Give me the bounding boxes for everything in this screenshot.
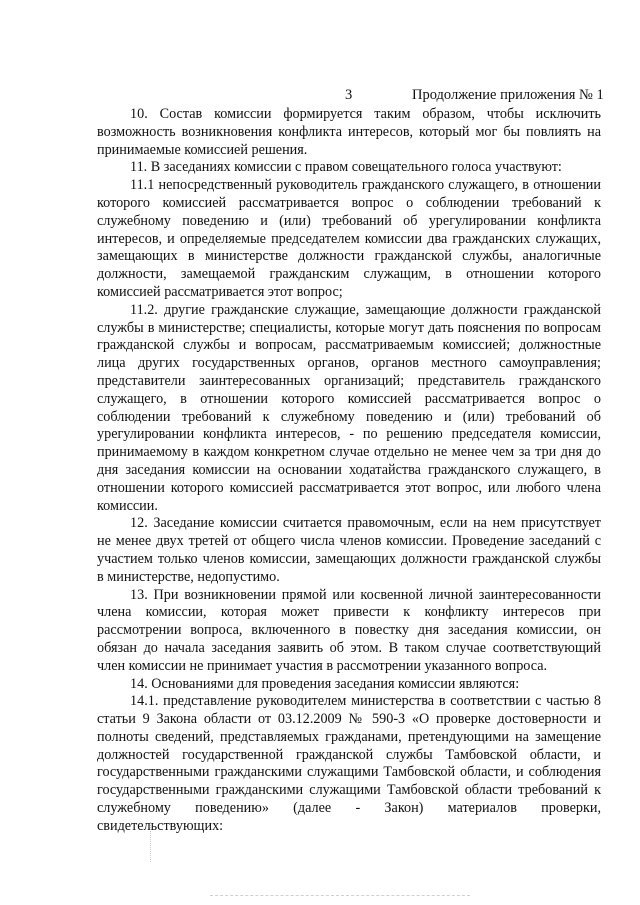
scan-artifact-line bbox=[210, 895, 470, 897]
scan-artifact-mark bbox=[150, 822, 153, 862]
paragraph-12: 12. Заседание комиссии считается правомочным, если на нем присутствует не менее двух третей от общего числа членов комиссии. Проведение заседаний с участием только членов комиссии, замещающих должности гражданской службы в министерстве, недопустимо. bbox=[97, 515, 601, 585]
page-header bbox=[0, 87, 640, 105]
appendix-continuation-note: Продолжение приложения № 1 bbox=[412, 87, 604, 103]
paragraph-11-1: 11.1 непосредственный руководитель гражданского служащего, в отношении которого комиссией рассматривается вопрос о соблюдении требований к служебному поведению и (или) требований об урегулировании конфликта интересов, и определяемые председателем комиссии два гражданских служащих, замещающих в министерстве должности гражданской службы, аналогичные должности, замещаемой гражданским служащим, в отношении которого комиссией рассматривается этот вопрос; bbox=[97, 177, 601, 300]
paragraph-13: 13. При возникновении прямой или косвенной личной заинтересованности члена комиссии, которая может привести к конфликту интересов при рассмотрении вопроса, включенного в повестку дня заседания комиссии, он обязан до начала заседания заявить об этом. В таком случае соответствующий член комиссии не принимает участия в рассмотрении указанного вопроса. bbox=[97, 586, 601, 674]
document-body bbox=[97, 106, 601, 836]
page-number: 3 bbox=[345, 87, 353, 103]
paragraph-10: 10. Состав комиссии формируется таким образом, чтобы исключить возможность возникновения конфликта интересов, который мог бы повлиять на принимаемые комиссией решения. bbox=[97, 106, 601, 158]
paragraph-11: 11. В заседаниях комиссии с правом совещательного голоса участвуют: bbox=[130, 159, 562, 176]
paragraph-14-1: 14.1. представление руководителем министерства в соответствии с частью 8 статьи 9 Закона области от 03.12.2009 № 590-З «О проверке достоверности и полноты сведений, представляемых гражданами, претендующими на замещение должностей государственной гражданской службы Тамбовской области, и государственными гражданскими служащими Тамбовской области, и соблюдения государственными гражданскими служащими Тамбовской области требований к служебному поведению» (далее - Закон) материалов проверки, свидетельствующих: bbox=[97, 693, 601, 834]
paragraph-11-2: 11.2. другие гражданские служащие, замещающие должности гражданской службы в министерстве; специалисты, которые могут дать пояснения по вопросам гражданской службы и вопросам, рассматриваемым комиссией; должностные лица других государственных органов, органов местного самоуправления; представители заинтересованных организаций; представитель гражданского служащего, в отношении которого комиссией рассматривается вопрос о соблюдении требований к служебному поведению и (или) требований об урегулировании конфликта интересов, - по решению председателя комиссии, принимаемому в каждом конкретном случае отдельно не менее чем за три дня до дня заседания комиссии на основании ходатайства гражданского служащего, в отношении которого комиссией рассматривается этот вопрос, или любого члена комиссии. bbox=[97, 301, 601, 514]
paragraph-14: 14. Основаниями для проведения заседания комиссии являются: bbox=[130, 675, 520, 692]
